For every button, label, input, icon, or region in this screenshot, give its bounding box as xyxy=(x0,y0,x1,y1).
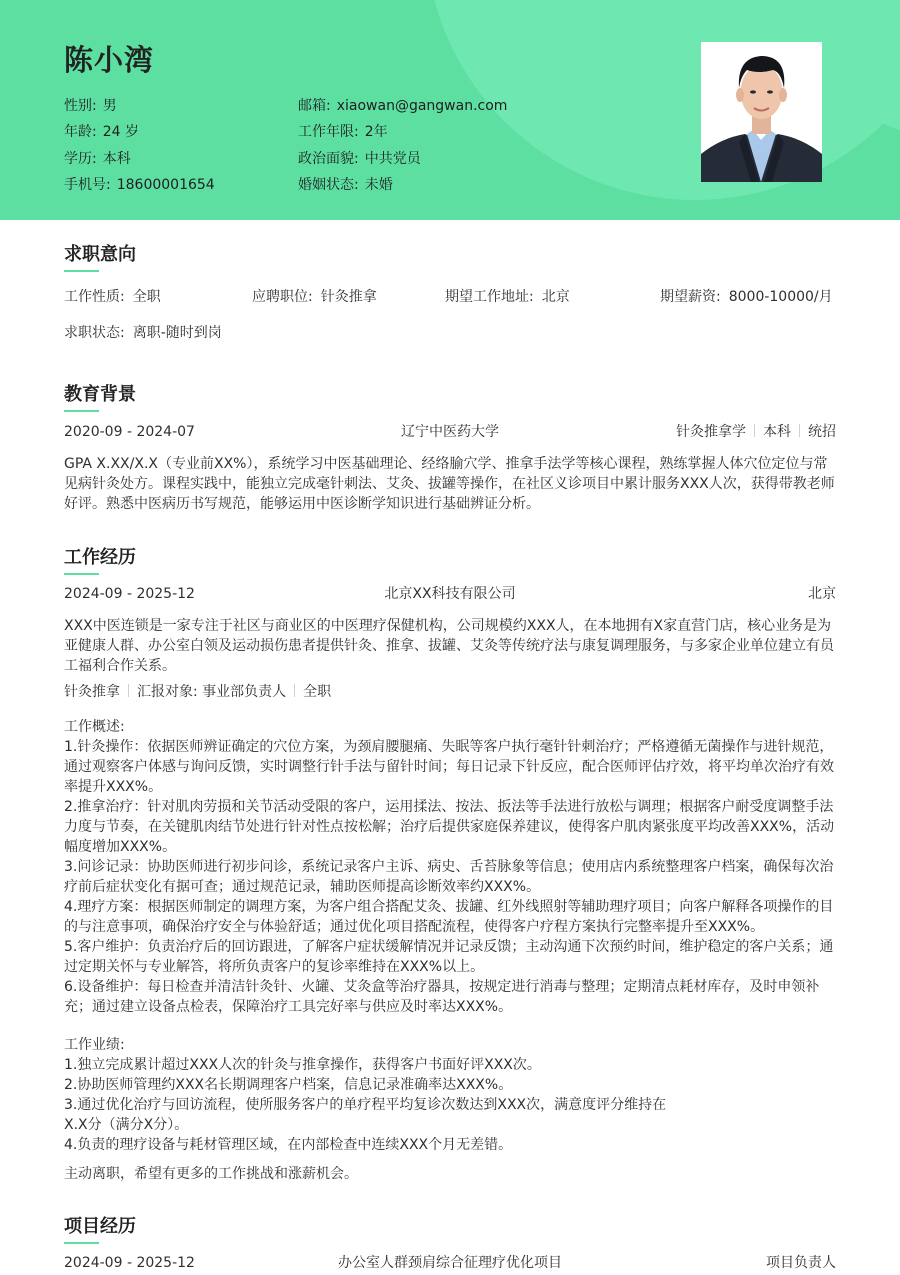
work-city: 北京 xyxy=(808,586,836,602)
intention-position: 应聘职位: 针灸推拿 xyxy=(252,289,377,305)
profile-header xyxy=(0,0,900,220)
list-item: 5.客户维护：负责治疗后的回访跟进，了解客户症状缓解情况并记录反馈；主动沟通下次预约时间，维护稳定的客户关系；通过定期关怀与专业解答，将所负责客户的复诊率维持在XXX%以上。 xyxy=(64,939,834,975)
info-email: 邮箱: xiaowan@gangwan.com xyxy=(298,98,508,114)
education-period: 2020-09 - 2024-07 xyxy=(64,424,195,440)
project-role: 项目负责人 xyxy=(766,1255,836,1271)
work-company-description: XXX中医连锁是一家专注于社区与商业区的中医理疗保健机构，公司规模约XXX人，在本地拥有X家直营门店，核心业务是为亚健康人群、办公室白领及运动损伤患者提供针灸、推拿、拔罐、艾灸等传统疗法与康复调理服务，与多家企业单位建立有员工福利合作关系。 xyxy=(64,618,834,674)
list-item: X.X分（满分X分）。 xyxy=(64,1117,189,1133)
info-age: 年龄: 24 岁 xyxy=(64,124,139,140)
section-title-education: 教育背景 xyxy=(64,384,136,405)
list-item: 2.协助医师管理约XXX名长期调理客户档案，信息记录准确率达XXX%。 xyxy=(64,1077,513,1093)
work-overview xyxy=(64,717,836,1017)
divider xyxy=(799,424,800,437)
divider xyxy=(128,684,129,697)
section-underline xyxy=(64,573,99,575)
section-underline xyxy=(64,1242,99,1244)
intention-location: 期望工作地址: 北京 xyxy=(445,289,570,305)
work-tags: 针灸推拿 汇报对象: 事业部负责人 全职 xyxy=(64,684,332,700)
info-education: 学历: 本科 xyxy=(64,151,131,167)
section-underline xyxy=(64,410,99,412)
info-phone: 手机号: 18600001654 xyxy=(64,177,215,193)
list-item: 2.推拿治疗：针对肌肉劳损和关节活动受限的客户，运用揉法、按法、扳法等手法进行放松与调理；根据客户耐受度调整手法力度与节奏，在关键肌肉结节处进行针对性点按松解；治疗后提供家庭保养建议，使得客户肌肉紧张度平均改善XXX%，活动幅度增加XXX%。 xyxy=(64,799,835,855)
education-meta: 针灸推拿学 本科 统招 xyxy=(676,424,836,440)
candidate-name: 陈小湾 xyxy=(64,43,155,77)
project-period: 2024-09 - 2025-12 xyxy=(64,1255,195,1271)
info-gender: 性别: 男 xyxy=(64,98,117,114)
section-title-intention: 求职意向 xyxy=(64,244,136,265)
work-achievements-title: 工作业绩: xyxy=(64,1037,125,1053)
info-political: 政治面貌: 中共党员 xyxy=(298,151,421,167)
divider xyxy=(754,424,755,437)
divider xyxy=(294,684,295,697)
work-overview-title: 工作概述: xyxy=(64,719,125,735)
list-item: 4.理疗方案：根据医师制定的调理方案，为客户组合搭配艾灸、拔罐、红外线照射等辅助理疗项目；向客户解释各项操作的目的与注意事项，确保治疗安全与体验舒适；通过优化项目搭配流程，使得客户疗程方案执行完整率提升至XXX%。 xyxy=(64,899,834,935)
work-period: 2024-09 - 2025-12 xyxy=(64,586,195,602)
work-company: 北京XX科技有限公司 xyxy=(384,586,516,602)
list-item: 3.问诊记录：协助医师进行初步问诊，系统记录客户主诉、病史、舌苔脉象等信息；使用店内系统整理客户档案，确保每次治疗前后症状变化有据可查；通过规范记录，辅助医师提高诊断效率约XXX%。 xyxy=(64,859,834,895)
work-leave-reason: 主动离职，希望有更多的工作挑战和涨薪机会。 xyxy=(64,1166,358,1182)
list-item: 3.通过优化治疗与回访流程，使所服务客户的单疗程平均复诊次数达到XXX次，满意度评分维持在 xyxy=(64,1097,667,1113)
list-item: 6.设备维护：每日检查并清洁针灸针、火罐、艾灸盒等治疗器具，按规定进行消毒与整理；定期清点耗材库存，及时申领补充；通过建立设备点检表，保障治疗工具完好率与供应及时率达XXX%。 xyxy=(64,979,820,1015)
intention-status: 求职状态: 离职-随时到岗 xyxy=(64,325,222,341)
education-description: GPA X.XX/X.X（专业前XX%），系统学习中医基础理论、经络腧穴学、推拿手法学等核心课程，熟练掌握人体穴位定位与常见病针灸处方。课程实践中，能独立完成毫针刺法、艾灸、拔罐等操作，在社区义诊项目中累计服务XXX人次，获得带教老师好评。熟悉中医病历书写规范，能够运用中医诊断学知识进行基础辨证分析。 xyxy=(64,456,835,512)
list-item: 1.独立完成累计超过XXX人次的针灸与推拿操作，获得客户书面好评XXX次。 xyxy=(64,1057,541,1073)
profile-photo xyxy=(701,42,822,182)
project-name: 办公室人群颈肩综合征理疗优化项目 xyxy=(338,1255,562,1271)
section-title-project: 项目经历 xyxy=(64,1216,136,1237)
section-title-work: 工作经历 xyxy=(64,547,136,568)
info-experience: 工作年限: 2年 xyxy=(298,124,388,140)
person-portrait-icon xyxy=(701,42,822,182)
list-item: 1.针灸操作：依据医师辨证确定的穴位方案，为颈肩腰腿痛、失眠等客户执行毫针针刺治疗；严格遵循无菌操作与进针规范，通过观察客户体感与询问反馈，实时调整行针手法与留针时间；每日记录下针反应，配合医师评估疗效，将平均单次治疗有效率提升XXX%。 xyxy=(64,739,834,795)
intention-salary: 期望薪资: 8000-10000/月 xyxy=(660,289,833,305)
education-school: 辽宁中医药大学 xyxy=(401,424,499,440)
intention-job-type: 工作性质: 全职 xyxy=(64,289,161,305)
info-marital: 婚姻状态: 未婚 xyxy=(298,177,393,193)
work-achievements xyxy=(64,1035,836,1155)
list-item: 4.负责的理疗设备与耗材管理区域，在内部检查中连续XXX个月无差错。 xyxy=(64,1137,513,1153)
section-underline xyxy=(64,270,99,272)
